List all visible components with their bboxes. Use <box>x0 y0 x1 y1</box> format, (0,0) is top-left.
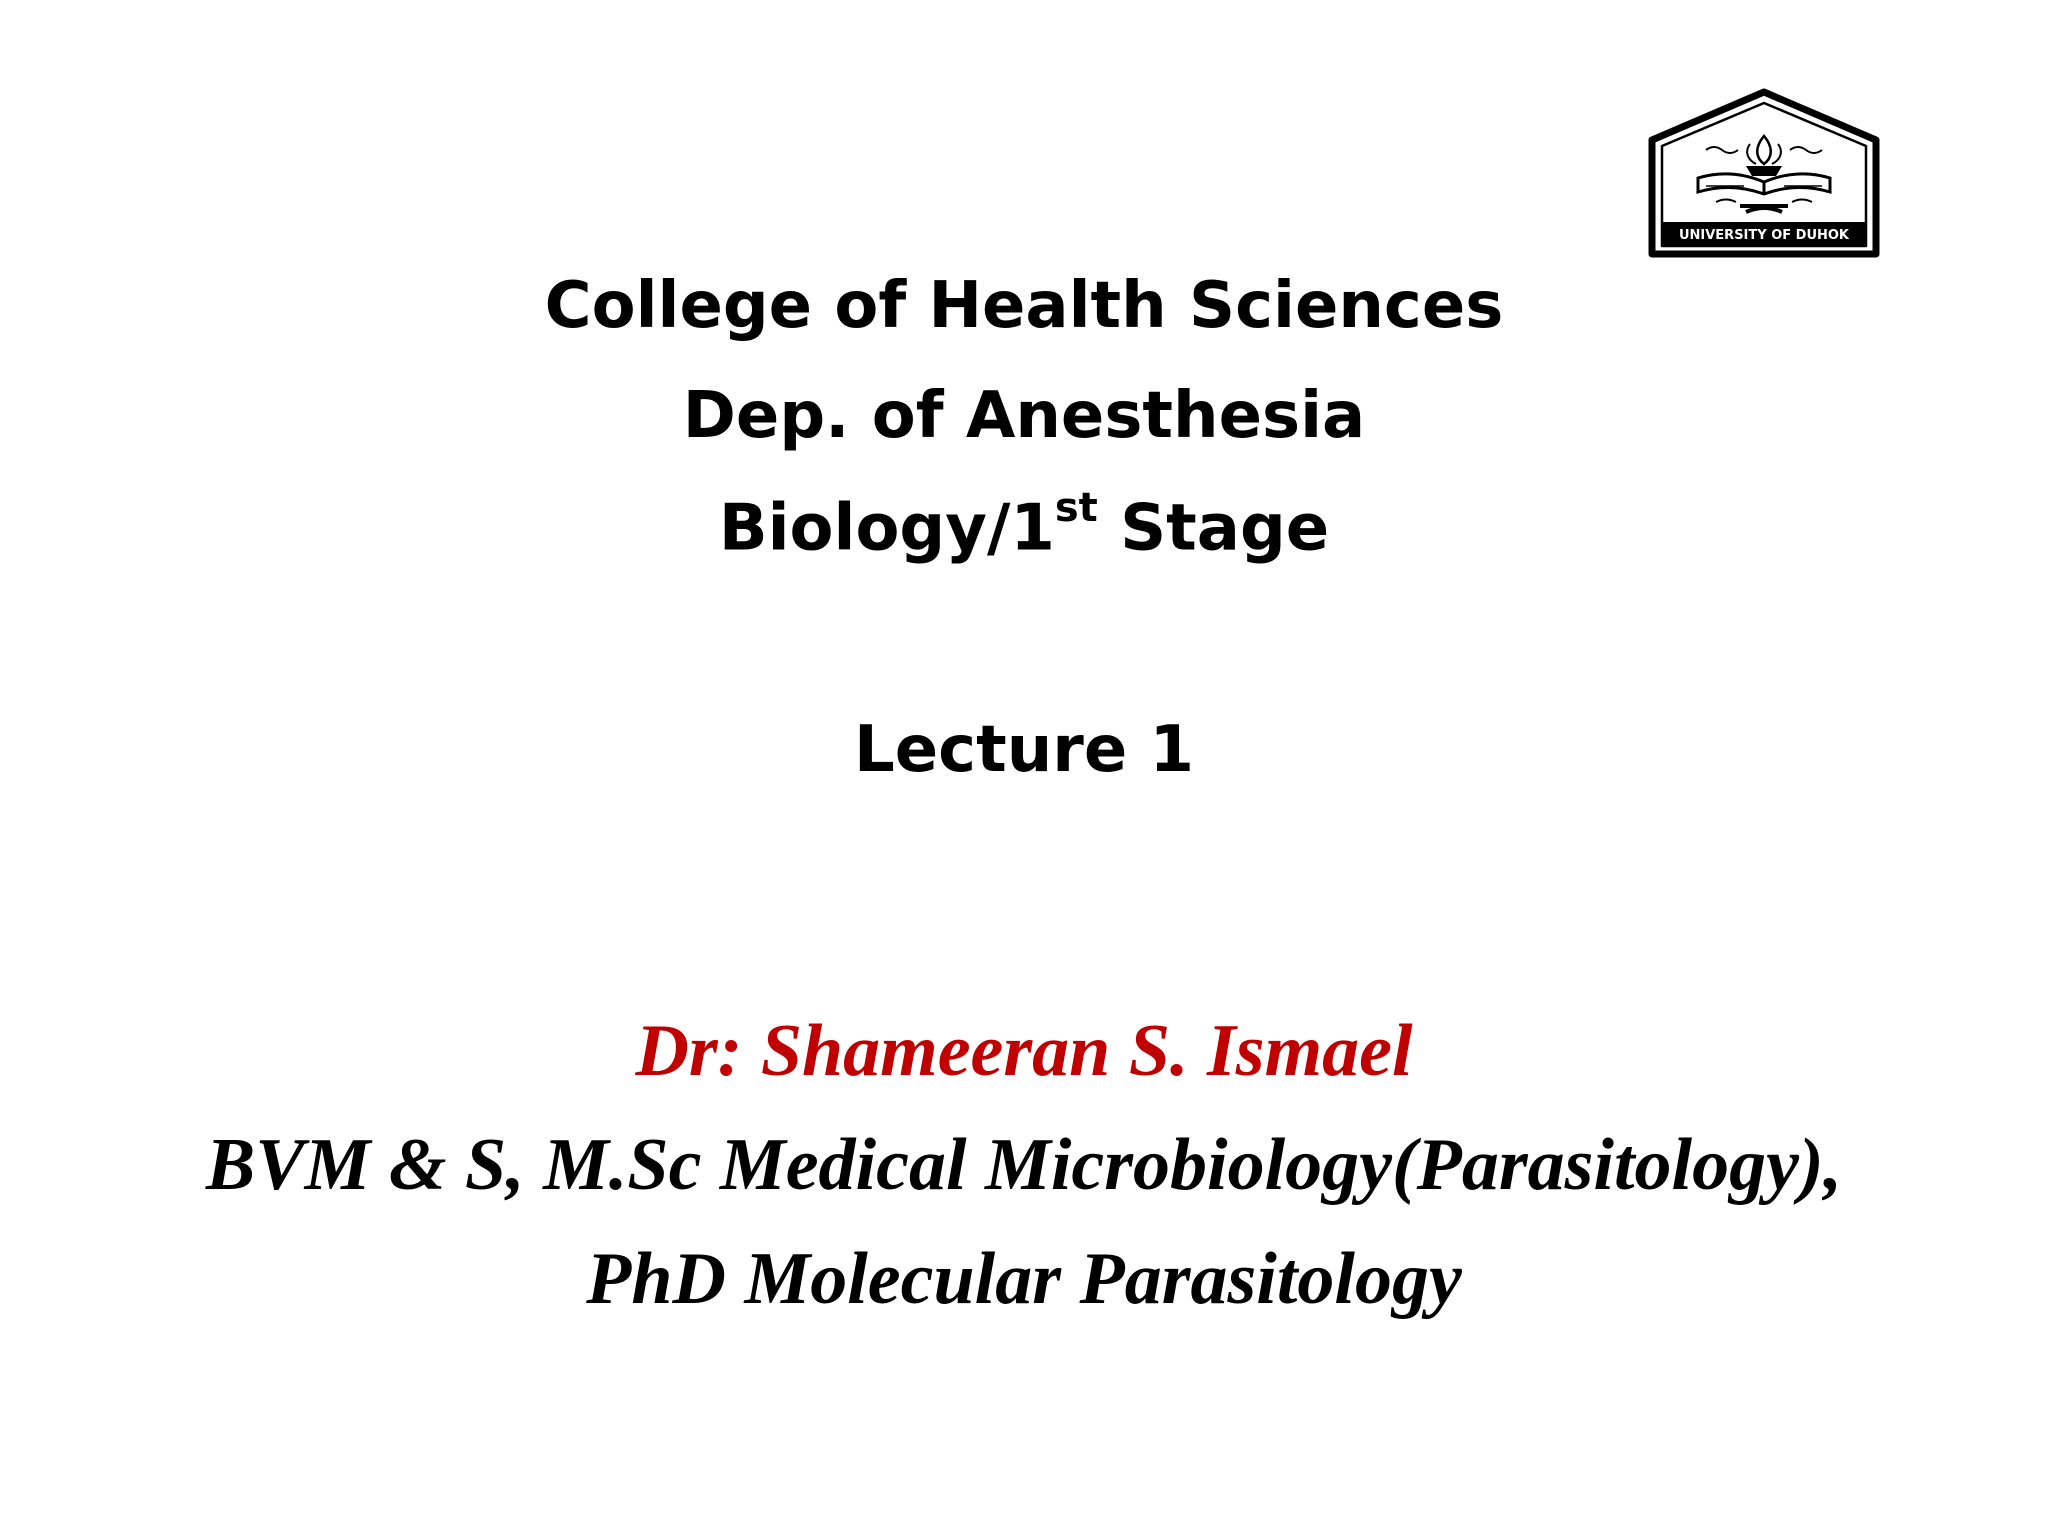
presenter-qualifications-line1: BVM & S, M.Sc Medical Microbiology(Parasitology), <box>205 1124 1843 1206</box>
course-title <box>0 485 2048 566</box>
logo-text: UNIVERSITY OF DUHOK <box>1678 228 1850 243</box>
presenter-qualifications-line2: PhD Molecular Parasitology <box>586 1238 1462 1320</box>
university-logo-icon <box>1646 88 1882 260</box>
college-title: College of Health Sciences <box>544 269 1504 343</box>
course-superscript: st <box>1054 485 1098 531</box>
presenter-name: Dr: Shameeran S. Ismael <box>635 1010 1413 1092</box>
course-prefix: Biology/1 <box>718 491 1055 566</box>
course-suffix: Stage <box>1097 491 1330 566</box>
lecture-title: Lecture 1 <box>853 713 1195 787</box>
department-title: Dep. of Anesthesia <box>682 379 1366 453</box>
